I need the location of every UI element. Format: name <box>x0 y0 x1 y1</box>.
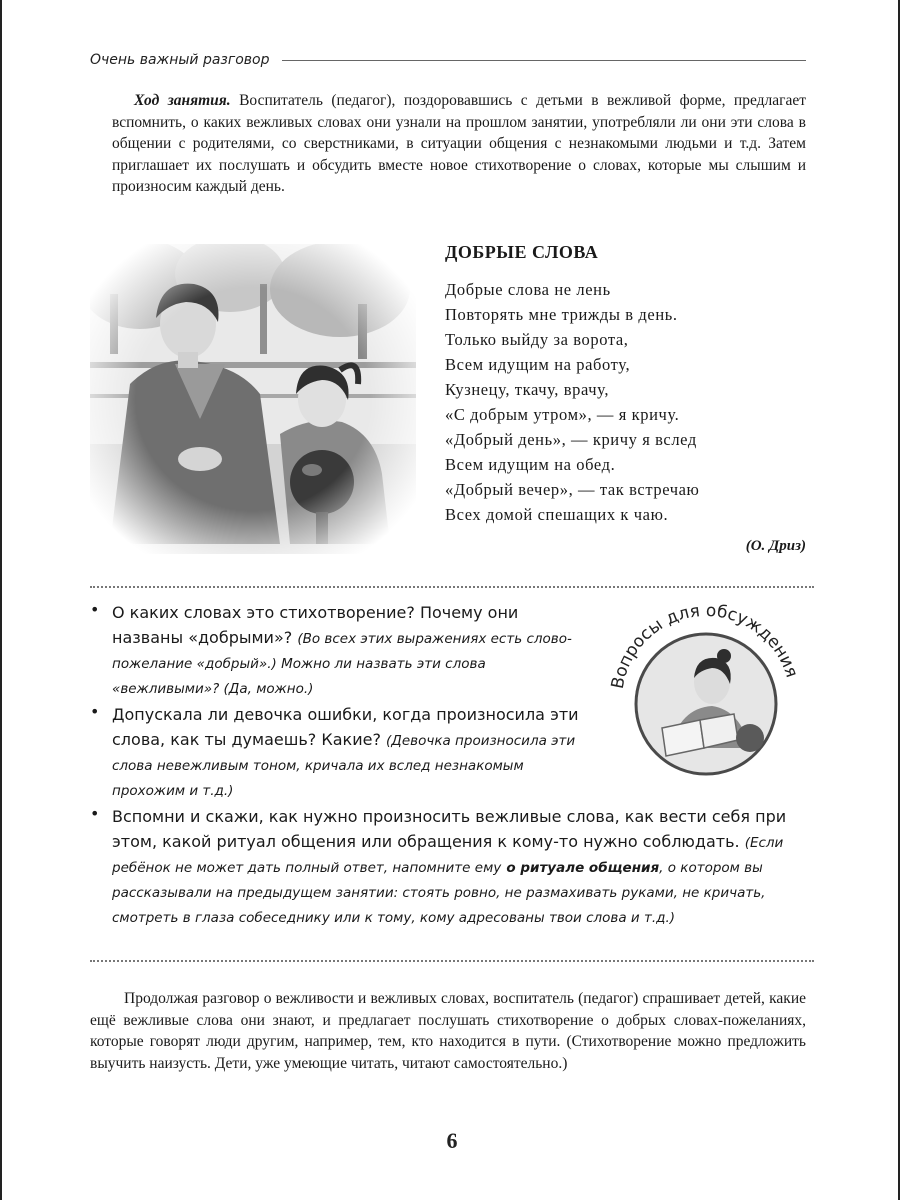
question-note-end: , о котором вы рассказывали на предыдущем занятии: стоять ровно, не размахивать руками, не кричать, смотреть в глаза собеседнику или к тому, кому адресованы твои слова и т.д.) <box>112 860 766 926</box>
bullet-icon: • <box>90 702 100 721</box>
poem-line: Всех домой спешащих к чаю. <box>445 505 669 524</box>
intro-lead: Ход занятия. <box>134 92 231 109</box>
running-header-text: Очень важный разговор <box>90 52 270 68</box>
badge-label: Вопросы для обсуждения <box>607 600 802 691</box>
poem-line: Кузнецу, ткачу, врачу, <box>445 380 610 399</box>
poem-line: Повторять мне трижды в день. <box>445 305 678 324</box>
question-note: (Девочка произносила эти слова невежливым тоном, кричала их вслед незнакомым прохожим и т.д.) <box>112 733 576 799</box>
poem-line: Всем идущим на работу, <box>445 355 631 374</box>
question-text: О каких словах это стихотворение? Почему они названы «добрыми»? <box>112 603 519 647</box>
dotted-divider-top <box>90 586 814 588</box>
intro-text: Воспитатель (педагог), поздоровавшись с детьми в вежливой форме, предлагает вспомнить, о каких вежливых словах они узнали на прошлом занятии, употребляли ли они эти слова в общении с родителями, со сверстниками, в ситуации общения с незнакомыми людьми и т.д. Затем приглашает их послушать и обсудить вместе новое стихотворение о словах, которые мы слышим и произносим каждый день. <box>112 92 807 195</box>
poem <box>445 240 805 527</box>
poem-line: Только выйду за ворота, <box>445 330 629 349</box>
outro-paragraph <box>90 988 806 1074</box>
question-text: Допускала ли девочка ошибки, когда произносила эти слова, как ты думаешь? Какие? <box>112 705 579 749</box>
running-header <box>90 48 806 72</box>
dotted-divider-bottom <box>90 960 814 962</box>
header-rule <box>282 60 807 61</box>
poem-line: «С добрым утром», — я кричу. <box>445 405 680 424</box>
bullet-icon: • <box>90 600 100 619</box>
poem-author: (О. Дриз) <box>745 538 806 554</box>
bullet-icon: • <box>90 804 100 823</box>
discussion-badge <box>600 598 812 788</box>
intro-paragraph <box>112 90 806 198</box>
question-note-bold: о ритуале общения <box>506 860 660 876</box>
poem-line: Всем идущим на обед. <box>445 455 616 474</box>
question-note: (Во всех этих выражениях есть слово-пожелание «добрый».) Можно ли назвать эти слова «вежливыми»? (Да, можно.) <box>112 631 572 697</box>
poem-title: ДОБРЫЕ СЛОВА <box>445 242 599 262</box>
question-item <box>88 600 590 702</box>
outro-text: Продолжая разговор о вежливости и вежливых словах, воспитатель (педагог) спрашивает детей, какие ещё вежливые слова они знают, и предлагает послушать стихотворение о добрых словах-пожеланиях, которые говорят люди другим, например, тем, кто находится в пути. (Стихотворение можно предложить выучить наизусть. Дети, уже умеющие читать, читают самостоятельно.) <box>90 990 806 1072</box>
girl-reading-book-icon <box>600 598 812 788</box>
poem-line: «Добрый день», — кричу я вслед <box>445 430 697 449</box>
page-number: 6 <box>446 1128 458 1153</box>
woman-and-girl-illustration <box>90 244 416 554</box>
question-text: Вспомни и скажи, как нужно произносить вежливые слова, как вести себя при этом, какой ритуал общения или обращения к кому-то нужно соблюдать. <box>112 807 787 851</box>
question-item <box>88 702 590 804</box>
poem-line: «Добрый вечер», — так встречаю <box>445 480 700 499</box>
question-note-start: (Если ребёнок не может дать полный ответ, напомните ему <box>112 835 784 876</box>
question-item <box>88 804 808 931</box>
illustration-svg <box>90 244 416 554</box>
poem-line: Добрые слова не лень <box>445 280 611 299</box>
